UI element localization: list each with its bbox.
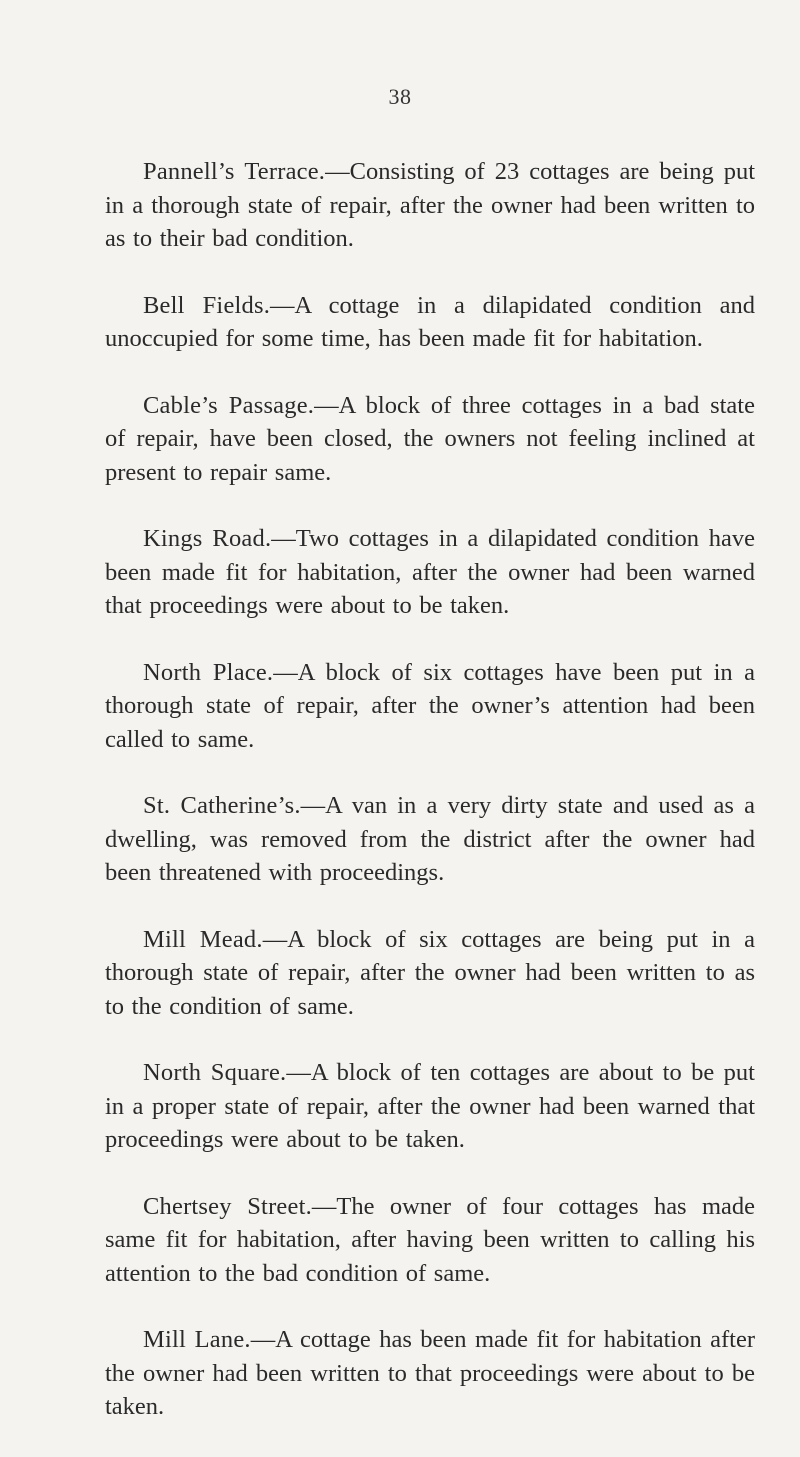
- entry-place: Cable’s Passage.: [143, 391, 315, 419]
- entry-text: —A van in a very dirty state and used as a dwelling, was removed from the district after the owner had been threatened with proceedings.: [105, 792, 755, 886]
- report-body: [105, 155, 755, 1457]
- entry-mill-mead: [105, 923, 755, 1024]
- entry-place: Chertsey Street.: [143, 1192, 312, 1220]
- entry-text: —Two cottages in a dilapidated condition have been made fit for habitation, after the owner had been warned that proceedings were about to be taken.: [105, 525, 756, 619]
- entry-place: Mill Mead.: [143, 925, 263, 953]
- entry-chertsey-street: [105, 1190, 755, 1291]
- entry-place: Mill Lane.: [143, 1326, 251, 1353]
- entry-st-catherines: [105, 789, 755, 890]
- entry-bell-fields: [105, 289, 755, 356]
- entry-kings-road: [105, 522, 755, 623]
- entry-cables-passage: [105, 389, 755, 490]
- entry-text: —A block of six cottages are being put in a thorough state of repair, after the owner had been written to as to the condition of same.: [105, 925, 755, 1020]
- entry-text: —A cottage has been made fit for habitation after the owner had been written to that proceedings were about to be taken.: [105, 1326, 756, 1420]
- entry-text: —A block of ten cottages are about to be put in a proper state of repair, after the owner had been warned that proceedings were about to be taken.: [105, 1059, 755, 1153]
- entry-text: —A cottage in a dilapidated condition and unoccupied for some time, has been made fit for habitation.: [105, 291, 755, 352]
- entry-text: —A block of three cottages in a bad state of repair, have been closed, the owners not feeling inclined at present to repair same.: [105, 391, 755, 486]
- page-number: 38: [388, 84, 412, 109]
- entry-place: St. Catherine’s.: [143, 792, 301, 819]
- entry-pannells-terrace: [105, 155, 755, 256]
- entry-north-place: [105, 656, 755, 757]
- entry-place: Pannell’s Terrace.: [143, 158, 326, 185]
- entry-mill-lane: [105, 1323, 755, 1424]
- entry-place: North Square.: [143, 1059, 287, 1086]
- entry-place: Kings Road.: [143, 525, 272, 552]
- entry-text: —Consisting of 23 cottages are being put in a thorough state of repair, after the owner had been written to as to their bad condition.: [105, 158, 756, 252]
- entry-text: —The owner of four cottages has made same fit for habitation, after having been written to calling his attention to the bad condition of same.: [105, 1192, 755, 1287]
- entry-north-square: [105, 1056, 755, 1157]
- entry-place: Bell Fields.: [143, 291, 271, 319]
- entry-text: —A block of six cottages have been put in a thorough state of repair, after the owner’s attention had been called to same.: [105, 658, 756, 753]
- entry-place: North Place.: [143, 658, 274, 686]
